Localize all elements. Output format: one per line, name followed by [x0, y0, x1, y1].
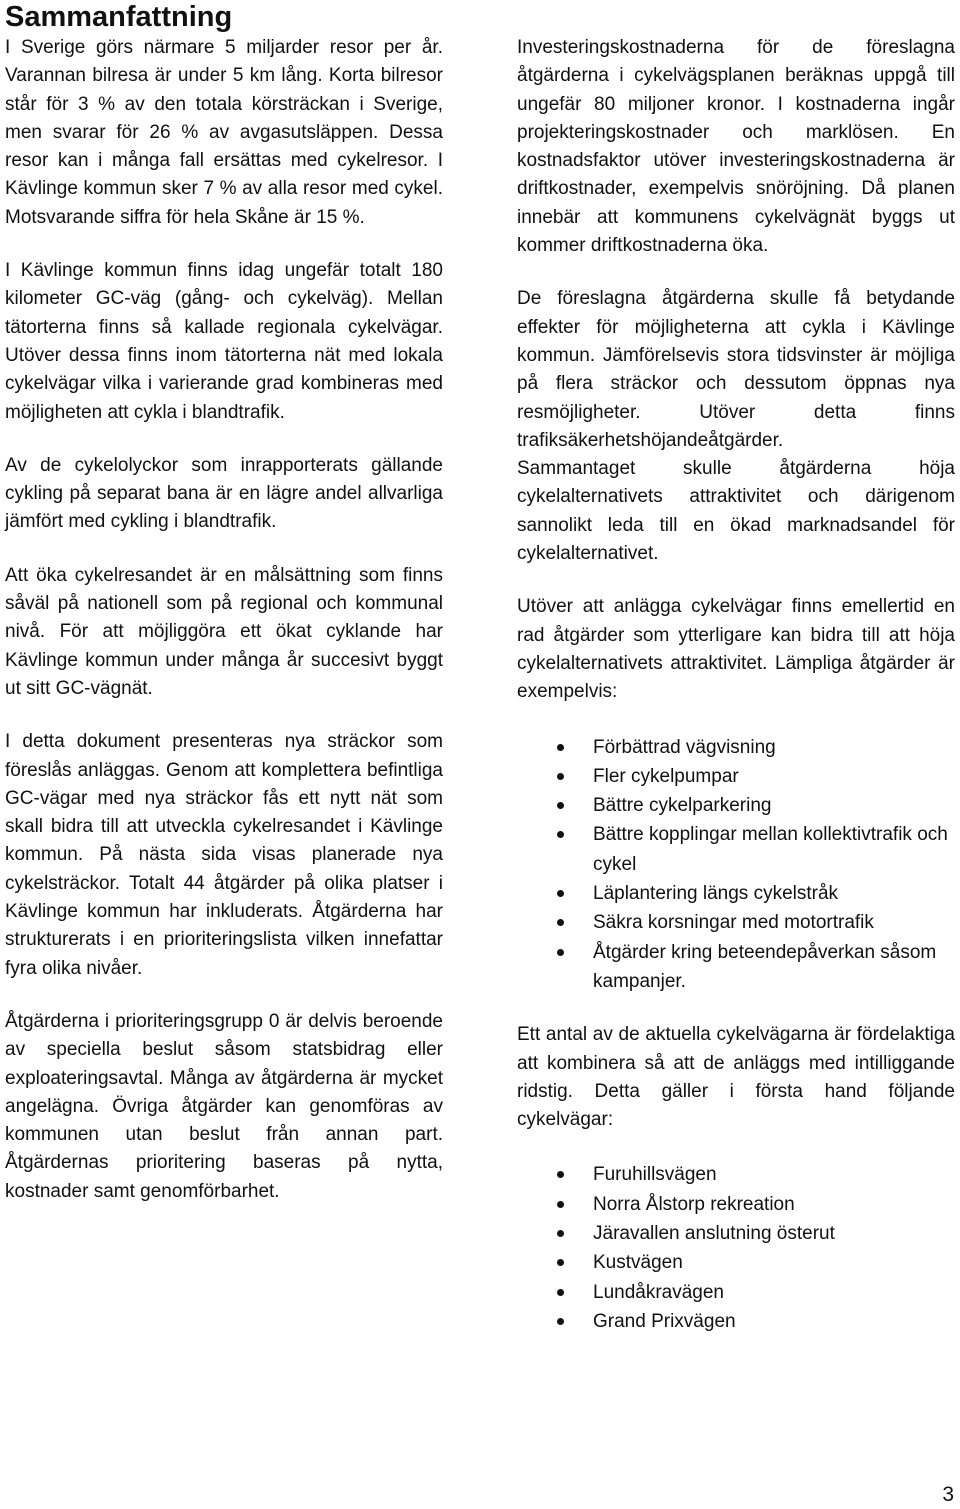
paragraph-priorities: Åtgärderna i prioriteringsgrupp 0 är delvis beroende av speciella beslut såsom statsbidrag eller exploateringsavtal. Många av åtgärderna är mycket angelägna. Övriga åtgärder kan genomföras av kommunen utan beslut från annan part. Åtgärdernas prioritering baseras på nytta, kostnader samt genomförbarhet.	[5, 1010, 443, 1202]
list-item: Järavallen anslutning österut	[517, 1219, 955, 1248]
list-item: Lundåkravägen	[517, 1278, 955, 1307]
measures-list	[517, 733, 955, 997]
page-title: Sammanfattning	[5, 1, 233, 33]
list-item: Fler cykelpumpar	[517, 762, 955, 791]
list-item: Grand Prixvägen	[517, 1307, 955, 1336]
page-number: 3	[942, 1483, 954, 1506]
bullet-icon	[557, 919, 564, 926]
bullet-icon	[557, 1318, 564, 1325]
list-item: Kustvägen	[517, 1248, 955, 1277]
left-column	[5, 34, 443, 1206]
list-item: Bättre kopplingar mellan kollektivtrafik och cykel	[517, 820, 955, 879]
list-item: Läplantering längs cykelstråk	[517, 879, 955, 908]
paragraph-summary: Sammantaget skulle åtgärderna höja cykelalternativets attraktivitet och därigenom sannolikt leda till en ökad marknadsandel för cykelalternativet.	[517, 458, 955, 565]
list-item: Säkra korsningar med motortrafik	[517, 908, 955, 937]
paragraph-gc-network: I Kävlinge kommun finns idag ungefär totalt 180 kilometer GC-väg (gång- och cykelväg). Mellan tätorterna finns så kallade regionala cykelvägar. Utöver dessa finns inom tätorterna nät med lokala cykelvägar vilka i varierande grad kombineras med möjligheten att cykla i blandtrafik.	[5, 260, 443, 423]
paragraph-effects: De föreslagna åtgärderna skulle få betydande effekter för möjligheterna att cykla i Kävlinge kommun. Jämförelsevis stora tidsvinster är möjliga på flera sträckor och dessutom öppnas nya resmöjligheter. Utöver detta finns trafiksäkerhetshöjandeåtgärder.	[517, 288, 955, 451]
bullet-icon	[557, 949, 564, 956]
list-item: Åtgärder kring beteendepåverkan såsom kampanjer.	[517, 938, 955, 997]
bullet-icon	[557, 744, 564, 751]
bullet-icon	[557, 890, 564, 897]
roads-list	[517, 1160, 955, 1336]
paragraph-costs: Investeringskostnaderna för de föreslagna åtgärderna i cykelvägsplanen beräknas uppgå till ungefär 80 miljoner kronor. I kostnaderna ingår projekteringskostnader och marklösen. En kostnadsfaktor utöver investeringskostnaderna är driftkostnader, exempelvis snöröjning. Då planen innebär att kommunens cykelvägnät byggs ut kommer driftkostnaderna öka.	[517, 37, 955, 257]
paragraph-travel-stats: I Sverige görs närmare 5 miljarder resor per år. Varannan bilresa är under 5 km lång. Korta bilresor står för 3 % av den totala körsträckan i Sverige, men svarar för 26 % av avgasutsläppen. Dessa resor kan i många fall ersättas med cykelresor. I Kävlinge kommun sker 7 % av alla resor med cykel. Motsvarande siffra för hela Skåne är 15 %.	[5, 37, 443, 228]
bullet-icon	[557, 1201, 564, 1208]
list-item: Förbättrad vägvisning	[517, 733, 955, 762]
list-item: Norra Ålstorp rekreation	[517, 1190, 955, 1219]
paragraph-new-routes: I detta dokument presenteras nya sträckor som föreslås anläggas. Genom att komplettera befintliga GC-vägar med nya sträckor fås ett nytt nät som skall bidra till att utveckla cykelresandet i Kävlinge kommun. På nästa sida visas planerade nya cykelsträckor. Totalt 44 åtgärder på olika platser i Kävlinge kommun har inkluderats. Åtgärderna har strukturerats i en prioriteringslista vilken innefattar fyra olika nivåer.	[5, 731, 443, 979]
bullet-icon	[557, 773, 564, 780]
paragraph-accidents: Av de cykelolyckor som inrapporterats gällande cykling på separat bana är en lägre andel allvarliga jämfört med cykling i blandtrafik.	[5, 454, 443, 533]
list-item: Bättre cykelparkering	[517, 791, 955, 820]
bullet-icon	[557, 831, 564, 838]
right-column	[517, 34, 955, 1336]
list-item: Furuhillsvägen	[517, 1160, 955, 1189]
paragraph-other-measures: Utöver att anlägga cykelvägar finns emellertid en rad åtgärder som ytterligare kan bidra till att höja cykelalternativets attraktivitet. Lämpliga åtgärder är exempelvis:	[517, 596, 955, 703]
bullet-icon	[557, 1289, 564, 1296]
bullet-icon	[557, 1259, 564, 1266]
paragraph-goals: Att öka cykelresandet är en målsättning som finns såväl på nationell som på regional och kommunal nivå. För att möjliggöra ett ökat cyklande har Kävlinge kommun under många år succesivt byggt ut sitt GC-vägnät.	[5, 564, 443, 699]
paragraph-riding-paths: Ett antal av de aktuella cykelvägarna är fördelaktiga att kombinera så att de anläggs med intilliggande ridstig. Detta gäller i första hand följande cykelvägar:	[517, 1024, 955, 1131]
bullet-icon	[557, 802, 564, 809]
bullet-icon	[557, 1171, 564, 1178]
bullet-icon	[557, 1230, 564, 1237]
